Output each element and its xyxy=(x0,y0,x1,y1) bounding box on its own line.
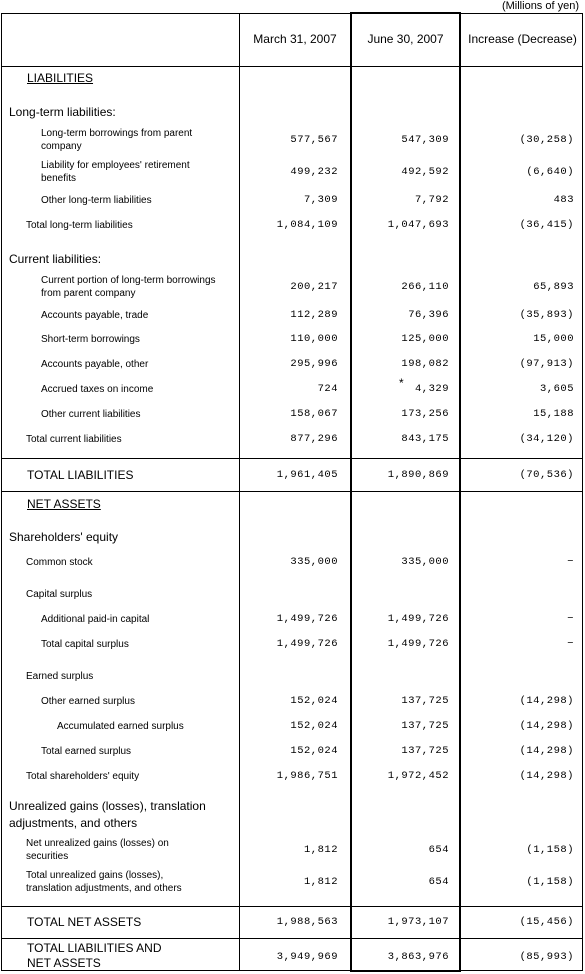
group-heading: Long-term liabilities: xyxy=(9,105,116,119)
row-label: TOTAL LIABILITIES AND NET ASSETS xyxy=(27,941,162,970)
row-label: Additional paid-in capital xyxy=(41,614,150,625)
value-june: 266,110 xyxy=(401,281,449,293)
value-march: 110,000 xyxy=(290,333,338,345)
column-divider xyxy=(239,13,240,971)
value-march: 7,309 xyxy=(303,194,338,206)
column-header-june: June 30, 2007 xyxy=(367,32,444,46)
column-header-change: Increase (Decrease) xyxy=(468,32,577,46)
value-june: 173,256 xyxy=(401,408,449,420)
unit-note: (Millions of yen) xyxy=(501,0,579,12)
value-march: 1,812 xyxy=(303,876,338,888)
row-divider xyxy=(1,491,583,492)
value-change: 483 xyxy=(553,194,574,206)
value-june: 1,973,107 xyxy=(387,916,449,928)
footnote-marker: * xyxy=(399,376,404,390)
value-march: 877,296 xyxy=(290,433,338,445)
row-label: Total unrealized gains (losses), translation adjustments, and others xyxy=(26,870,182,894)
row-label: Total capital surplus xyxy=(41,639,129,650)
row-label: Total long-term liabilities xyxy=(26,220,133,231)
value-change: 3,605 xyxy=(539,383,574,395)
value-change: 15,188 xyxy=(533,408,574,420)
value-change: 15,000 xyxy=(533,333,574,345)
value-march: 152,024 xyxy=(290,695,338,707)
row-label: Other current liabilities xyxy=(41,409,141,420)
value-march: 1,499,726 xyxy=(276,638,338,650)
value-march: 335,000 xyxy=(290,556,338,568)
row-label: Capital surplus xyxy=(26,589,93,600)
value-march: 1,988,563 xyxy=(276,916,338,928)
value-june: 3,863,976 xyxy=(387,951,449,963)
value-march: 1,986,751 xyxy=(276,770,338,782)
value-change: (14,298) xyxy=(519,745,574,757)
group-heading: Current liabilities: xyxy=(9,252,102,266)
june-column-highlight xyxy=(350,12,461,972)
value-change: − xyxy=(567,556,574,568)
section-heading: NET ASSETS xyxy=(27,497,101,511)
value-june: 198,082 xyxy=(401,358,449,370)
row-label: Net unrealized gains (losses) on securities xyxy=(26,838,169,862)
section-heading: LIABILITIES xyxy=(27,71,94,85)
value-change: (14,298) xyxy=(519,720,574,732)
row-label: Long-term borrowings from parent company xyxy=(41,128,193,152)
value-june: 547,309 xyxy=(401,134,449,146)
row-label: Accounts payable, trade xyxy=(41,310,149,321)
row-label: Liability for employees' retirement benefits xyxy=(41,160,190,184)
value-june: 1,047,693 xyxy=(387,219,449,231)
value-june: 4,329 xyxy=(414,383,449,395)
row-label: Short-term borrowings xyxy=(41,334,140,345)
value-change: (70,536) xyxy=(519,469,574,481)
row-label: Total earned surplus xyxy=(41,746,132,757)
row-divider xyxy=(1,458,583,459)
row-divider xyxy=(1,906,583,907)
value-june: 125,000 xyxy=(401,333,449,345)
row-label: TOTAL LIABILITIES xyxy=(27,468,134,482)
row-label: TOTAL NET ASSETS xyxy=(27,915,142,929)
value-march: 112,289 xyxy=(290,309,338,321)
value-march: 295,996 xyxy=(290,358,338,370)
row-divider xyxy=(1,938,583,939)
value-june: 137,725 xyxy=(401,695,449,707)
value-march: 152,024 xyxy=(290,720,338,732)
value-march: 1,812 xyxy=(303,844,338,856)
value-june: 843,175 xyxy=(401,433,449,445)
row-label: Total shareholders' equity xyxy=(26,771,140,782)
value-march: 724 xyxy=(317,383,338,395)
value-change: (36,415) xyxy=(519,219,574,231)
value-change: (1,158) xyxy=(526,876,574,888)
value-june: 654 xyxy=(428,844,449,856)
row-label: Accumulated earned surplus xyxy=(57,721,184,732)
value-change: 65,893 xyxy=(533,281,574,293)
value-change: (30,258) xyxy=(519,134,574,146)
value-march: 200,217 xyxy=(290,281,338,293)
value-march: 1,961,405 xyxy=(276,469,338,481)
value-june: 7,792 xyxy=(414,194,449,206)
header-divider xyxy=(1,66,583,67)
value-change: (35,893) xyxy=(519,309,574,321)
group-heading: Shareholders' equity xyxy=(9,530,119,544)
row-label: Other long-term liabilities xyxy=(41,195,152,206)
value-change: (14,298) xyxy=(519,695,574,707)
value-change: (14,298) xyxy=(519,770,574,782)
value-march: 499,232 xyxy=(290,166,338,178)
value-june: 1,499,726 xyxy=(387,613,449,625)
row-label: Accrued taxes on income xyxy=(41,384,154,395)
value-change: (34,120) xyxy=(519,433,574,445)
column-header-march: March 31, 2007 xyxy=(253,32,337,46)
value-change: (85,993) xyxy=(519,951,574,963)
value-change: − xyxy=(567,613,574,625)
value-change: (1,158) xyxy=(526,844,574,856)
value-march: 1,084,109 xyxy=(276,219,338,231)
value-march: 3,949,969 xyxy=(276,951,338,963)
group-heading: Unrealized gains (losses), translation adjustments, and others xyxy=(9,799,206,830)
value-change: (6,640) xyxy=(526,166,574,178)
value-june: 654 xyxy=(428,876,449,888)
value-june: 492,592 xyxy=(401,166,449,178)
row-label: Earned surplus xyxy=(26,671,94,682)
row-label: Common stock xyxy=(26,557,93,568)
value-change: (15,456) xyxy=(519,916,574,928)
value-june: 1,499,726 xyxy=(387,638,449,650)
value-march: 158,067 xyxy=(290,408,338,420)
row-label: Total current liabilities xyxy=(26,434,122,445)
row-label: Current portion of long-term borrowings from parent company xyxy=(41,275,216,299)
value-june: 335,000 xyxy=(401,556,449,568)
value-june: 1,890,869 xyxy=(387,469,449,481)
value-june: 76,396 xyxy=(408,309,449,321)
value-june: 1,972,452 xyxy=(387,770,449,782)
value-march: 152,024 xyxy=(290,745,338,757)
value-march: 1,499,726 xyxy=(276,613,338,625)
value-change: (97,913) xyxy=(519,358,574,370)
value-march: 577,567 xyxy=(290,134,338,146)
value-june: 137,725 xyxy=(401,720,449,732)
value-change: − xyxy=(567,638,574,650)
row-label: Other earned surplus xyxy=(41,696,135,707)
value-june: 137,725 xyxy=(401,745,449,757)
row-label: Accounts payable, other xyxy=(41,359,149,370)
